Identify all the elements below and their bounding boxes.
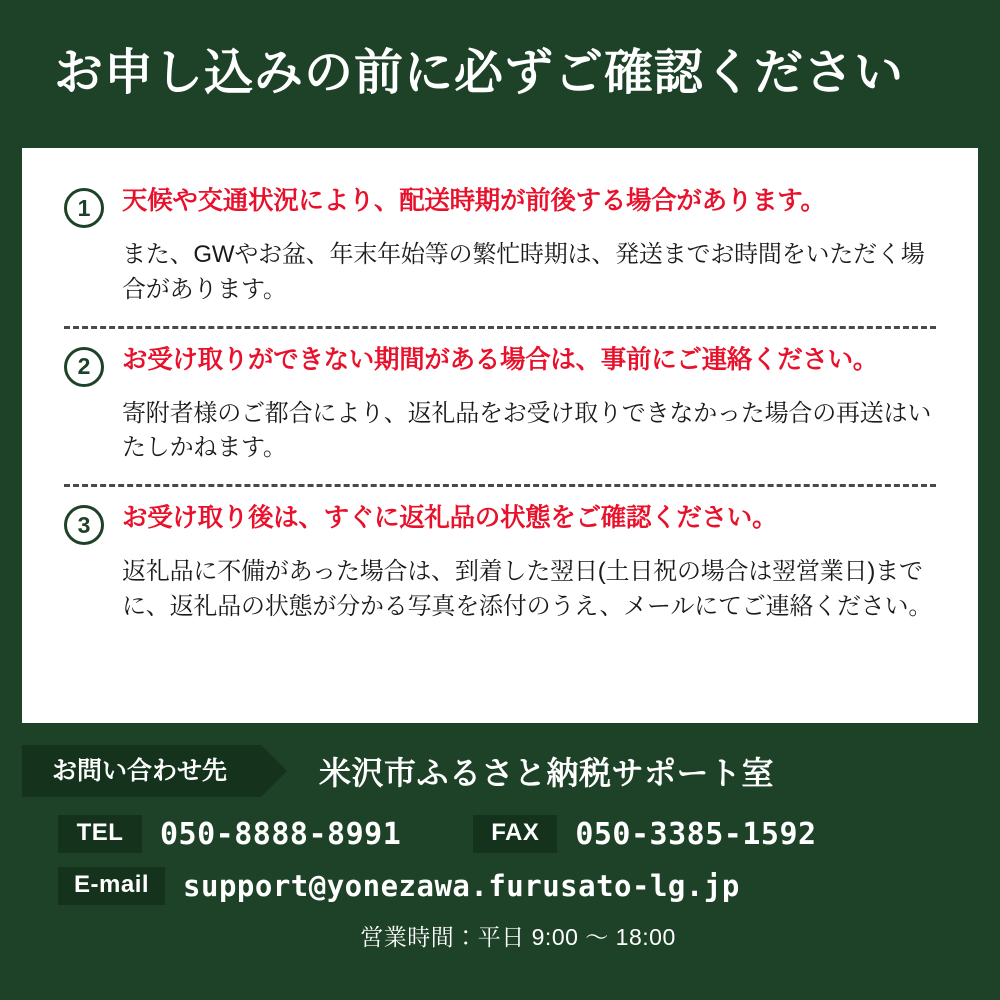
business-hours: 営業時間：平日 9:00 〜 18:00 xyxy=(360,924,676,950)
notice-number-badge: 2 xyxy=(64,347,104,387)
notice-item-3 xyxy=(64,503,936,625)
notice-heading-row xyxy=(64,503,936,545)
page-title: お申し込みの前に必ずご確認ください xyxy=(54,46,905,101)
fax-label: FAX xyxy=(473,815,557,853)
notice-heading: お受け取り後は、すぐに返礼品の状態をご確認ください。 xyxy=(122,504,778,533)
notice-body: 返礼品に不備があった場合は、到着した翌日(土日祝の場合は翌営業日)までに、返礼品の状態が分かる写真を添付のうえ、メールにてご連絡ください。 xyxy=(122,558,933,620)
notice-heading: 天候や交通状況により、配送時期が前後する場合があります。 xyxy=(122,187,826,215)
contact-department: 米沢市ふるさと納税サポート室 xyxy=(319,755,775,791)
section-divider xyxy=(64,484,936,487)
notice-body: 寄附者様のご都合により、返礼品をお受け取りできなかった場合の再送はいたしかねます。 xyxy=(122,399,932,462)
section-divider xyxy=(64,326,936,329)
page-header xyxy=(22,0,978,148)
tel-value[interactable]: 050-8888-8991 xyxy=(160,816,402,852)
fax-value: 050-3385-1592 xyxy=(575,816,817,852)
notice-heading-row xyxy=(64,345,936,387)
contact-label: お問い合わせ先 xyxy=(22,745,261,797)
notice-body: また、GWやお盆、年末年始等の繁忙時期は、発送までお時間をいただく場合があります。 xyxy=(122,241,925,303)
notice-heading-row xyxy=(64,186,936,228)
email-label: E-mail xyxy=(58,867,165,905)
notice-number-badge: 1 xyxy=(64,188,104,228)
email-value[interactable]: support@yonezawa.furusato-lg.jp xyxy=(183,869,740,903)
notice-item-1 xyxy=(64,186,936,308)
notice-number-badge: 3 xyxy=(64,505,104,545)
notice-card xyxy=(22,148,978,723)
contact-band xyxy=(22,745,978,797)
contact-row-phone xyxy=(58,815,978,853)
notice-heading: お受け取りができない期間がある場合は、事前にご連絡ください。 xyxy=(122,345,879,374)
contact-details xyxy=(22,815,978,952)
contact-row-email xyxy=(58,867,978,905)
tel-label: TEL xyxy=(58,815,142,853)
notice-item-2 xyxy=(64,345,936,467)
